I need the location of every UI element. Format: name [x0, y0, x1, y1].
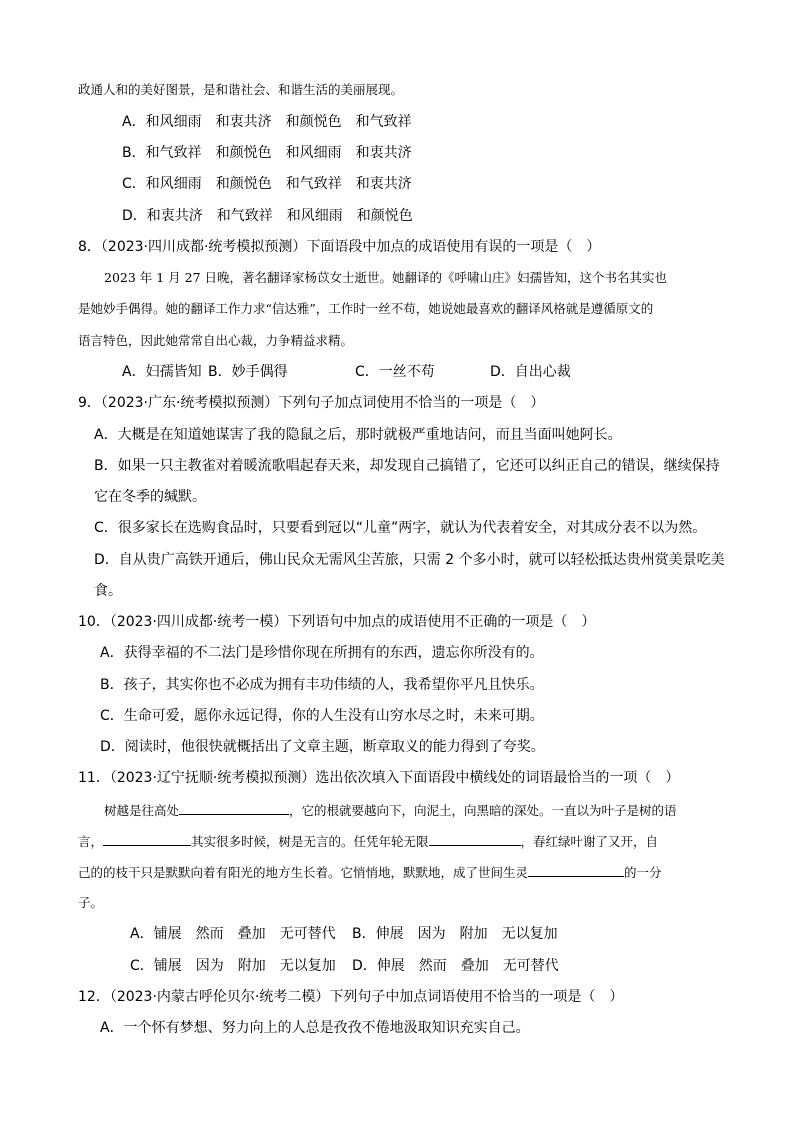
q12-stem: 12．（2023·内蒙古呼伦贝尔·统考二模）下列句子中加点词语使用不恰当的一项是（ ）	[78, 989, 624, 1005]
q11-passage-line: 子。	[78, 895, 104, 910]
q9-option-b-cont: 它在冬季的缄默。	[94, 489, 206, 505]
q11-passage-line: 言， 其实很多时候，树是无言的。任凭年轮无限 ，春红绿叶谢了又开，自	[78, 831, 658, 852]
q8-passage-line: 2023 年 1 月 27 日晚，著名翻译家杨苡女士逝世。她翻译的《呼啸山庄》妇孺皆知，这个书名其实也	[104, 270, 668, 285]
q8-passage-line: 语言特色，因此她常常自出心裁，力争精益求精。	[78, 333, 354, 348]
q11-blank-4[interactable]	[528, 862, 624, 877]
q8-option-c[interactable]: C．一丝不苟	[355, 364, 435, 380]
q10-stem: 10．（2023·四川成都·统考一模）下列语句中加点的成语使用不正确的一项是（ ）	[78, 614, 596, 630]
q11-blank-1[interactable]	[179, 800, 289, 815]
q10-option-d[interactable]: D．阅读时，他很快就概括出了文章主题，断章取义的能力得到了夸奖。	[100, 739, 545, 755]
q8-passage-line: 是她妙手偶得。她的翻译工作力求“信达雅”，工作时一丝不苟，她说她最喜欢的翻译风格就是遵循原文的	[78, 301, 654, 316]
q11-blank-3[interactable]	[429, 831, 521, 846]
q11-blank-2[interactable]	[103, 831, 191, 846]
q7-option-d[interactable]: D．和衷共济 和气致祥 和风细雨 和颜悦色	[122, 208, 413, 224]
q9-option-a[interactable]: A．大概是在知道她谋害了我的隐鼠之后，那时就极严重地诘问，而且当面叫她阿长。	[94, 427, 622, 443]
q11-stem: 11．（2023·辽宁抚顺·统考模拟预测）选出依次填入下面语段中横线处的词语最恰当的一项（ ）	[78, 770, 680, 786]
q7-option-c[interactable]: C．和风细雨 和颜悦色 和气致祥 和衷共济	[122, 176, 412, 192]
q9-option-b[interactable]: B．如果一只主教雀对着暖流歌唱起春天来，却发现自己搞错了，它还可以纠正自己的错误，继续保持	[94, 458, 720, 474]
q8-option-b[interactable]: B．妙手偶得	[208, 364, 288, 380]
q10-option-c[interactable]: C．生命可爱，愿你永远记得，你的人生没有山穷水尽之时，未来可期。	[100, 708, 544, 724]
q12-option-a[interactable]: A．一个怀有梦想、努力向上的人总是孜孜不倦地汲取知识充实自己。	[100, 1020, 530, 1036]
q9-option-d[interactable]: D．自从贵广高铁开通后，佛山民众无需风尘苦旅，只需 2 个多小时，就可以轻松抵达贵州赏美景吃美	[94, 552, 725, 568]
q8-option-d[interactable]: D．自出心裁	[490, 364, 571, 380]
q7-option-b[interactable]: B．和气致祥 和颜悦色 和风细雨 和衷共济	[122, 145, 412, 161]
q9-option-c[interactable]: C．很多家长在选购食品时，只要看到冠以“儿童”两字，就认为代表着安全，对其成分表不以为然。	[94, 520, 707, 536]
q11-option-d[interactable]: D．伸展 然而 叠加 无可替代	[352, 958, 559, 974]
q11-option-c[interactable]: C．铺展 因为 附加 无以复加	[130, 958, 336, 974]
q10-option-b[interactable]: B．孩子，其实你也不必成为拥有丰功伟绩的人，我希望你平凡且快乐。	[100, 677, 544, 693]
q7-passage-tail: 政通人和的美好图景，是和谐社会、和谐生活的美丽展现。	[78, 82, 404, 97]
q11-passage-line: 树越是往高处 ，它的根就要越向下，向泥土，向黑暗的深处。一直以为叶子是树的语	[104, 800, 677, 821]
q8-option-a[interactable]: A．妇孺皆知	[122, 364, 202, 380]
q10-option-a[interactable]: A．获得幸福的不二法门是珍惜你现在所拥有的东西，遗忘你所没有的。	[100, 645, 544, 661]
q11-option-b[interactable]: B．伸展 因为 附加 无以复加	[352, 926, 558, 942]
q8-stem: 8．（2023·四川成都·统考模拟预测）下面语段中加点的成语使用有误的一项是（ ）	[78, 239, 601, 255]
q11-option-a[interactable]: A．铺展 然而 叠加 无可替代	[130, 926, 336, 942]
q9-option-d-cont: 食。	[94, 583, 122, 599]
q11-passage-line: 己的的枝干只是默默向着有阳光的地方生长着。它悄悄地，默默地，成了世间生灵 的一分	[78, 862, 662, 883]
q7-option-a[interactable]: A．和风细雨 和衷共济 和颜悦色 和气致祥	[122, 114, 412, 130]
q9-stem: 9．（2023·广东·统考模拟预测）下列句子加点词使用不恰当的一项是（ ）	[78, 395, 545, 411]
